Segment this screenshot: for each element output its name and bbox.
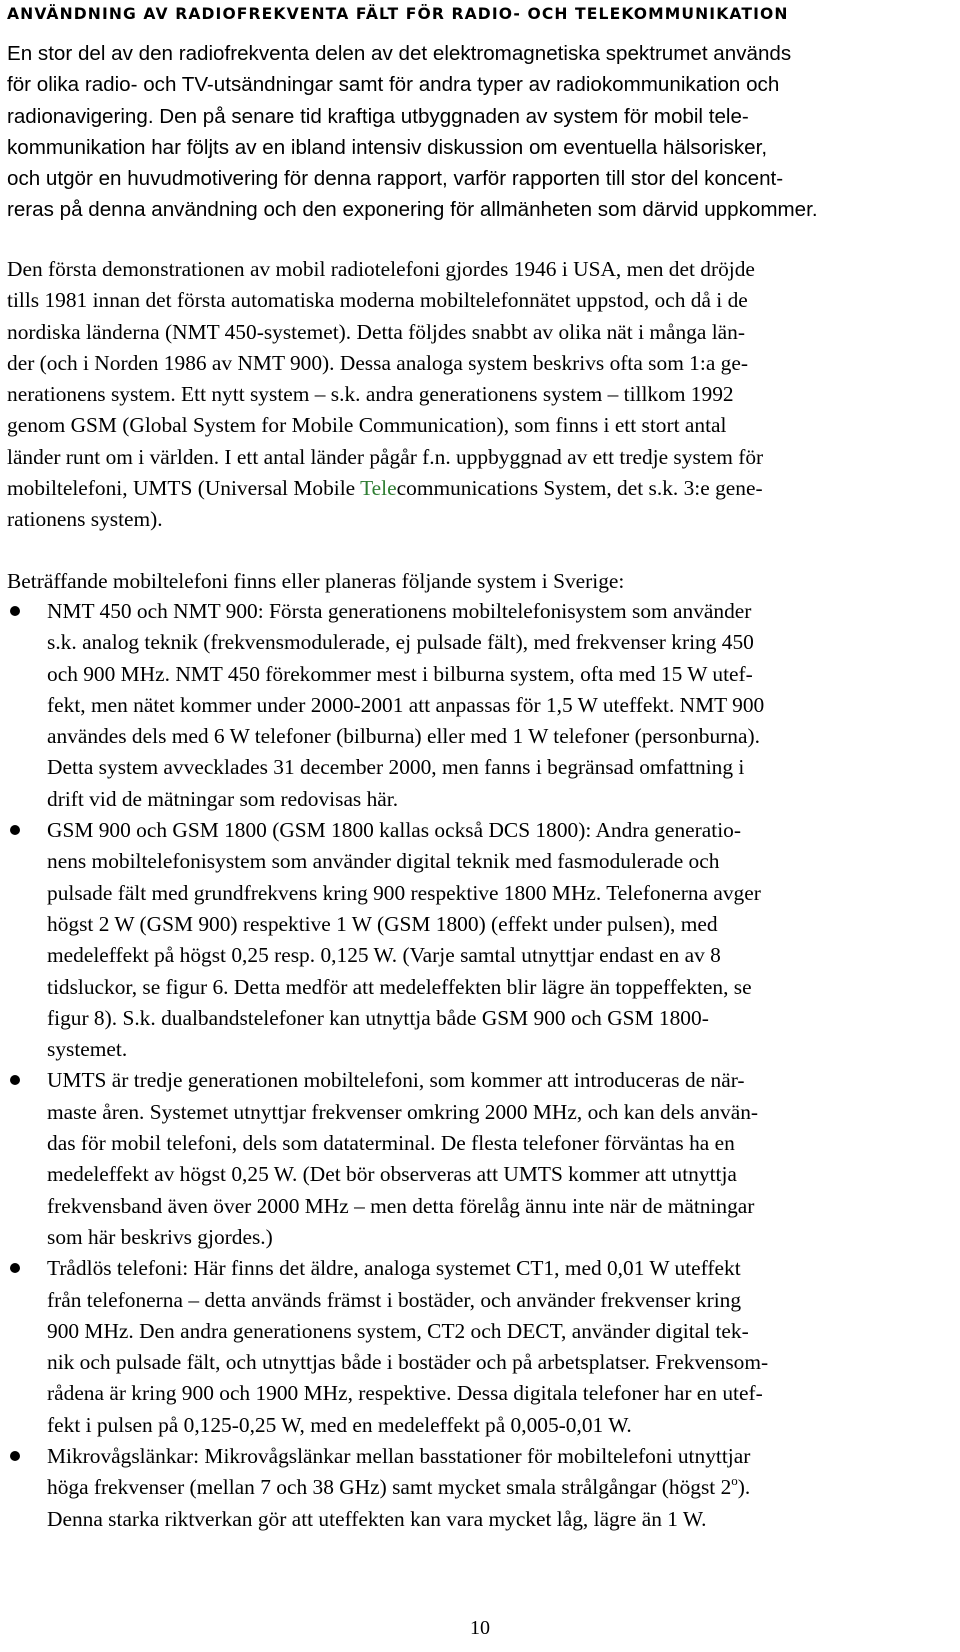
text-line: tills 1981 innan det första automatiska moderna mobiltelefonnätet uppstod, och då i de	[7, 288, 748, 313]
text-line: nens mobiltelefonisystem som använder digital teknik med fasmodulerade och	[47, 849, 720, 874]
text-line: tidsluckor, se figur 6. Detta medför att medeleffekten blir lägre än toppeffekten, se	[47, 974, 752, 999]
text-line: medeleffekt på högst 0,25 resp. 0,125 W. (Varje samtal utnyttjar endast en av 8	[47, 943, 721, 968]
text-line: Mikrovågslänkar: Mikrovågslänkar mellan basstationer för mobiltelefoni utnyttjar	[47, 1444, 751, 1469]
text-fragment: ).	[737, 1475, 751, 1500]
text-line: genom GSM (Global System for Mobile Communication), som finns i ett stort antal	[7, 413, 727, 438]
text-line: fekt i pulsen på 0,125-0,25 W, med en medeleffekt på 0,005-0,01 W.	[47, 1412, 632, 1437]
tele-highlight: Tele	[360, 476, 397, 501]
text-line: Trådlös telefoni: Här finns det äldre, analoga systemet CT1, med 0,01 W uteffekt	[47, 1256, 741, 1281]
bullet-icon	[10, 825, 20, 835]
text-line: GSM 900 och GSM 1800 (GSM 1800 kallas också DCS 1800): Andra generatio-	[47, 818, 741, 843]
list-item-umts	[7, 1065, 957, 1253]
text-line: das för mobil telefoni, dels som dataterminal. De flesta telefoner förväntas ha en	[47, 1131, 735, 1156]
umts-text-after: communications System, det s.k. 3:e gene-	[396, 476, 763, 501]
text-line: maste åren. Systemet utnyttjar frekvenser omkring 2000 MHz, och kan dels använ-	[47, 1099, 759, 1124]
text-line: nerationens system. Ett nytt system – s.k. andra generationens system – tillkom 1992	[7, 382, 734, 407]
text-line: från telefonerna – detta används främst i bostäder, och använder frekvenser kring	[47, 1287, 742, 1312]
text-line: medeleffekt av högst 0,25 W. (Det bör observeras att UMTS kommer att utnyttja	[47, 1162, 737, 1187]
text-line: för olika radio- och TV-utsändningar samt för andra typer av radiokommunikation och	[7, 73, 780, 97]
superscript-degree: o	[731, 1473, 738, 1489]
text-line: rådena är kring 900 och 1900 MHz, respektive. Dessa digitala telefoner har en utef-	[47, 1381, 763, 1406]
text-line: Den första demonstrationen av mobil radiotelefoni gjordes 1946 i USA, men det dröjde	[7, 257, 755, 281]
list-item-cordless	[7, 1253, 957, 1441]
text-line: Detta system avvecklades 31 december 2000, men fanns i begränsad omfattning i	[47, 755, 745, 780]
text-line: drift vid de mätningar som redovisas här.	[47, 786, 399, 811]
text-line: frekvensband även över 2000 MHz – men detta förelåg ännu inte när de mätningar	[47, 1193, 755, 1218]
list-item-gsm	[7, 815, 957, 1065]
text-line: nordiska länderna (NMT 450-systemet). Detta följdes snabbt av olika nät i många län-	[7, 319, 745, 344]
bullet-icon	[10, 1075, 20, 1085]
bullet-icon	[10, 1451, 20, 1461]
text-line: som här beskrivs gjordes.)	[47, 1224, 273, 1249]
text-line: NMT 450 och NMT 900: Första generationens mobiltelefonisystem som använder	[47, 599, 752, 623]
text-line: högst 2 W (GSM 900) respektive 1 W (GSM 1800) (effekt under pulsen), med	[47, 911, 718, 936]
text-line: fekt, men nätet kommer under 2000-2001 att anpassas för 1,5 W uteffekt. NMT 900	[47, 692, 765, 717]
umts-text-before: mobiltelefoni, UMTS (Universal Mobile	[7, 476, 361, 501]
text-line: reras på denna användning och den exponering för allmänheten som därvid uppkommer.	[7, 198, 818, 222]
list-item-nmt	[7, 596, 957, 815]
text-line: s.k. analog teknik (frekvensmodulerade, ej pulsade fält), med frekvenser kring 450	[47, 630, 754, 655]
text-fragment: höga frekvenser (mellan 7 och 38 GHz) samt mycket smala strålgångar (högst 2	[47, 1475, 732, 1500]
text-line: och 900 MHz. NMT 450 förekommer mest i bilburna system, ofta med 15 W utef-	[47, 661, 753, 686]
text-line	[47, 1472, 957, 1503]
text-line: der (och i Norden 1986 av NMT 900). Dessa analoga system beskrivs ofta som 1:a ge-	[7, 350, 748, 375]
text-line: figur 8). S.k. dualbandstelefoner kan utnyttja både GSM 900 och GSM 1800-	[47, 1005, 709, 1030]
text-line: nik och pulsade fält, och utnyttjas både i bostäder och på arbetsplatser. Frekvensom-	[47, 1350, 769, 1375]
text-line: användes dels med 6 W telefoner (bilburna) eller med 1 W telefoner (personburna).	[47, 724, 760, 749]
text-line: pulsade fält med grundfrekvens kring 900 respektive 1800 MHz. Telefonerna avger	[47, 880, 761, 905]
intro-paragraph	[7, 38, 957, 226]
systems-list	[7, 596, 957, 1535]
text-line: länder runt om i världen. I ett antal länder pågår f.n. uppbyggnad av ett tredje system för	[7, 444, 764, 469]
page-number: 10	[470, 1617, 490, 1639]
text-line: 900 MHz. Den andra generationens system, CT2 och DECT, använder digital tek-	[47, 1318, 749, 1343]
section-heading: ANVÄNDNING AV RADIOFREKVENTA FÄLT FÖR RADIO- OCH TELEKOMMUNIKATION	[7, 5, 789, 23]
list-item-microwave	[7, 1441, 957, 1535]
bullet-icon	[10, 606, 20, 616]
text-line: systemet.	[47, 1037, 128, 1062]
history-paragraph	[7, 254, 957, 536]
text-line: och utgör en huvudmotivering för denna rapport, varför rapporten till stor del koncent-	[7, 167, 784, 191]
text-line: radionavigering. Den på senare tid kraftiga utbyggnaden av system för mobil tele-	[7, 104, 749, 128]
text-line: En stor del av den radiofrekventa delen av det elektromagnetiska spektrumet används	[7, 42, 792, 65]
text-line	[7, 473, 957, 504]
text-line: kommunikation har följts av en ibland intensiv diskussion om eventuella hälsorisker,	[7, 135, 768, 159]
text-line: Denna starka riktverkan gör att uteffekten kan vara mycket låg, lägre än 1 W.	[47, 1506, 707, 1531]
text-line: rationens system).	[7, 507, 163, 532]
systems-intro: Beträffande mobiltelefoni finns eller planeras följande system i Sverige:	[7, 569, 625, 593]
bullet-icon	[10, 1263, 20, 1273]
text-line: UMTS är tredje generationen mobiltelefoni, som kommer att introduceras de när-	[47, 1068, 745, 1093]
